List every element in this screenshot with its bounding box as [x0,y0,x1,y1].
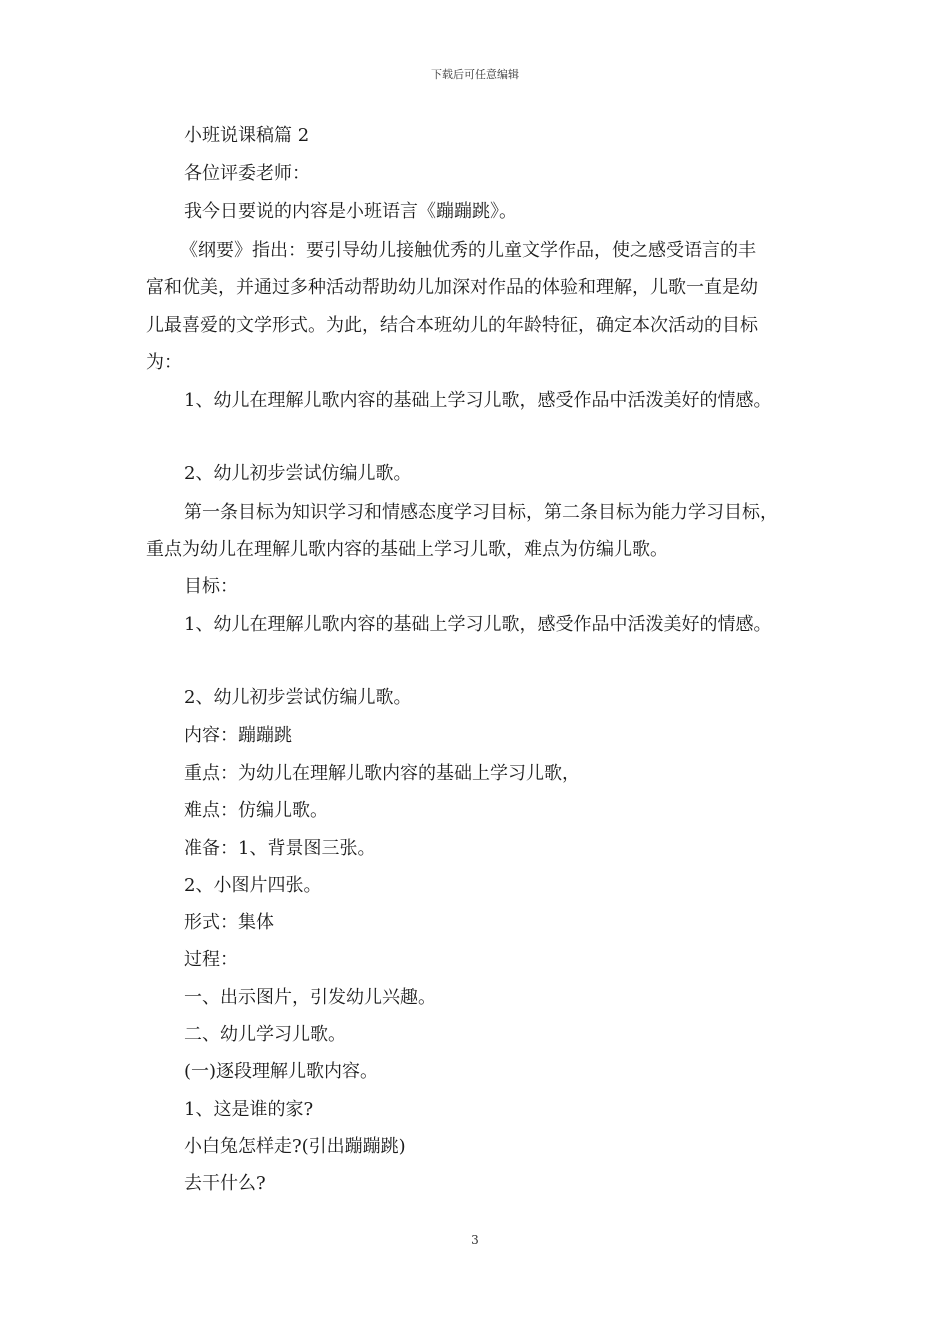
page-number: 3 [471,1233,479,1247]
salutation: 各位评委老师： [184,163,310,184]
paragraph-line: 《纲要》指出：要引导幼儿接触优秀的儿童文学作品，使之感受语言的丰 [180,240,756,261]
list-item: 2、幼儿初步尝试仿编儿歌。 [184,687,412,708]
paragraph-line: 去干什么? [184,1173,266,1194]
paragraph-line: 形式：集体 [184,912,274,933]
paragraph-line: 2、小图片四张。 [184,875,322,896]
paragraph-line: 难点：仿编儿歌。 [184,800,328,821]
paragraph-line: 第一条目标为知识学习和情感态度学习目标，第二条目标为能力学习目标， [184,502,778,523]
list-item: 1、幼儿在理解儿歌内容的基础上学习儿歌，感受作品中活泼美好的情感。 [184,614,772,635]
paragraph-line: 1、这是谁的家? [184,1099,314,1120]
paragraph-line: 重点为幼儿在理解儿歌内容的基础上学习儿歌，难点为仿编儿歌。 [146,539,668,560]
list-item: 1、幼儿在理解儿歌内容的基础上学习儿歌，感受作品中活泼美好的情感。 [184,390,772,411]
paragraph-line: 目标： [184,576,238,597]
paragraph-line: 我今日要说的内容是小班语言《蹦蹦跳》。 [184,201,517,222]
section-title: 小班说课稿篇 2 [184,125,310,146]
paragraph-line: 为： [146,352,182,373]
paragraph-line: 内容：蹦蹦跳 [184,725,292,746]
paragraph-line: 二、幼儿学习儿歌。 [184,1024,346,1045]
paragraph-line: (一)逐段理解儿歌内容。 [184,1061,379,1082]
page-header-note: 下载后可任意编辑 [431,68,519,81]
paragraph-line: 重点：为幼儿在理解儿歌内容的基础上学习儿歌， [184,763,580,784]
paragraph-line: 过程： [184,949,238,970]
list-item: 2、幼儿初步尝试仿编儿歌。 [184,463,412,484]
paragraph-line: 一、出示图片，引发幼儿兴趣。 [184,987,436,1008]
paragraph-line: 准备：1、背景图三张。 [184,838,376,859]
paragraph-line: 富和优美，并通过多种活动帮助幼儿加深对作品的体验和理解，儿歌一直是幼 [146,277,758,298]
paragraph-line: 儿最喜爱的文学形式。为此，结合本班幼儿的年龄特征，确定本次活动的目标 [146,315,758,336]
paragraph-line: 小白兔怎样走?(引出蹦蹦跳) [184,1136,406,1157]
